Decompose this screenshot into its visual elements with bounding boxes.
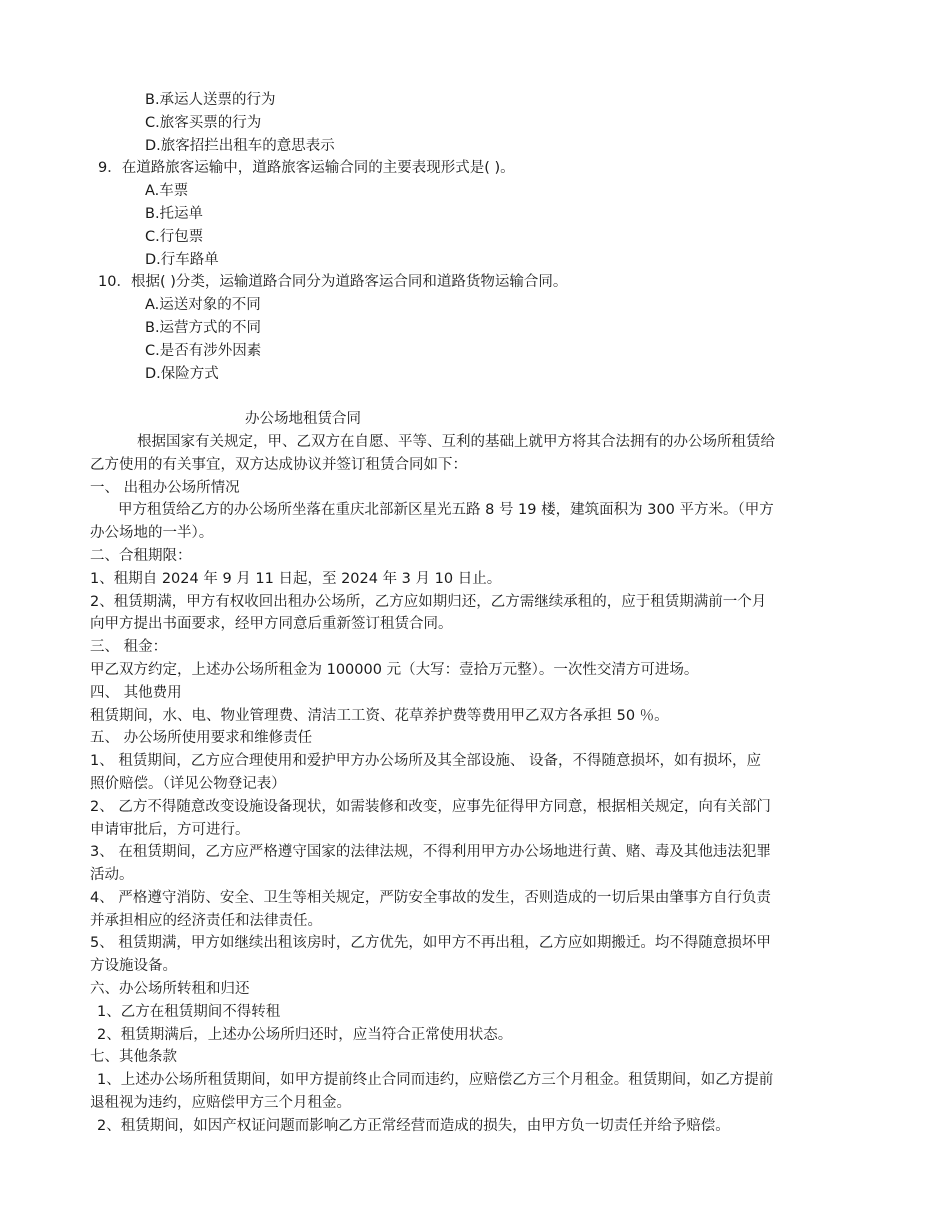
q8-option-b: B.承运人送票的行为	[145, 92, 276, 108]
section-5-item-4-line2: 并承担相应的经济责任和法律责任。	[90, 912, 322, 929]
q9-option-c: C.行包票	[145, 228, 204, 245]
section-5-item-1-line2: 照价赔偿。（详见公物登记表）	[90, 775, 286, 792]
contract-intro-line2: 乙方使用的有关事宜，双方达成协议并签订租赁合同如下：	[90, 456, 467, 473]
q10-option-a: A.运送对象的不同	[145, 297, 261, 314]
q9-option-b: B.托运单	[145, 205, 204, 222]
section-5-item-5-line2: 方设施设备。	[90, 958, 177, 975]
q9-option-d: D.行车路单	[145, 251, 219, 268]
section-5-item-1-line1: 1、 租赁期间，乙方应合理使用和爱护甲方办公场所及其全部设施、 设备，不得随意损坏，如有损坏，应	[90, 753, 761, 770]
section-5-item-2-line2: 申请审批后，方可进行。	[90, 821, 250, 838]
contract-intro-line1: 根据国家有关规定，甲、乙双方在自愿、平等、互利的基础上就甲方将其合法拥有的办公场所租赁给	[137, 433, 775, 450]
section-6-heading: 六、办公场所转租和归还	[90, 981, 250, 998]
section-7-heading: 七、其他条款	[90, 1049, 177, 1066]
q10-option-d: D.保险方式	[145, 365, 219, 382]
section-2-item-2-line1: 2、租赁期满，甲方有权收回出租办公场所，乙方应如期归还，乙方需继续承租的，应于租赁期满前一个月	[90, 593, 767, 610]
section-4-text: 租赁期间，水、电、物业管理费、清洁工工资、花草养护费等费用甲乙双方各承担 50 ％。	[90, 707, 669, 724]
section-5-heading: 五、 办公场所使用要求和维修责任	[90, 730, 313, 747]
section-5-item-5-line1: 5、 租赁期满，甲方如继续出租该房时，乙方优先，如甲方不再出租，乙方应如期搬迁。均不得随意损坏甲	[90, 935, 771, 952]
section-6-item-1: 1、乙方在租赁期间不得转租	[97, 1003, 281, 1020]
section-2-item-1: 1、租期自 2024 年 9 月 11 日起，至 2024 年 3 月 10 日止。	[90, 570, 502, 587]
section-6-item-2: 2、租赁期满后，上述办公场所归还时，应当符合正常使用状态。	[97, 1026, 513, 1043]
section-gap	[0, 385, 950, 408]
q9-option-a: A.车票	[145, 183, 189, 200]
section-1-heading: 一、 出租办公场所情况	[90, 479, 240, 496]
section-5-item-2-line1: 2、 乙方不得随意改变设施设备现状，如需装修和改变，应事先征得甲方同意，根据相关规定，向有关部门	[90, 798, 771, 815]
q8-option-c: C.旅客买票的行为	[145, 114, 262, 131]
section-2-item-2-line2: 向甲方提出书面要求，经甲方同意后重新签订租赁合同。	[90, 616, 453, 633]
q10-option-b: B.运营方式的不同	[145, 319, 262, 336]
q10-stem: 10．根据( )分类，运输道路合同分为道路客运合同和道路货物运输合同。	[98, 274, 568, 291]
section-3-text: 甲乙双方约定，上述办公场所租金为 100000 元（大写：壹拾万元整）。一次性交清方可进场。	[90, 661, 699, 678]
section-5-item-3-line2: 活动。	[90, 867, 134, 884]
section-7-item-1-line2: 退租视为违约，应赔偿甲方三个月租金。	[90, 1095, 351, 1112]
section-2-heading: 二、合租期限：	[90, 547, 192, 564]
q9-stem: 9．在道路旅客运输中，道路旅客运输合同的主要表现形式是( )。	[98, 160, 515, 177]
section-5-item-4-line1: 4、 严格遵守消防、安全、卫生等相关规定，严防安全事故的发生，否则造成的一切后果由肇事方自行负责	[90, 889, 771, 906]
section-5-item-3-line1: 3、 在租赁期间，乙方应严格遵守国家的法律法规，不得利用甲方办公场地进行黄、赌、毒及其他违法犯罪	[90, 844, 771, 861]
contract-title: 办公场地租赁合同	[245, 411, 361, 428]
section-7-item-2: 2、租赁期间，如因产权证问题而影响乙方正常经营而造成的损失，由甲方负一切责任并给予赔偿。	[97, 1117, 730, 1134]
section-7-item-1-line1: 1、上述办公场所租赁期间，如甲方提前终止合同而违约，应赔偿乙方三个月租金。租赁期间，如乙方提前	[97, 1072, 774, 1089]
q8-option-d: D.旅客招拦出租车的意思表示	[145, 137, 335, 154]
section-4-heading: 四、 其他费用	[90, 684, 182, 701]
section-1-text-line2: 办公场地的一半）。	[90, 525, 214, 542]
section-3-heading: 三、 租金：	[90, 639, 168, 656]
section-1-text-line1: 甲方租赁给乙方的办公场所坐落在重庆北部新区星光五路 8 号 19 楼，建筑面积为 300 平方米。（甲方	[118, 502, 774, 519]
q10-option-c: C.是否有涉外因素	[145, 342, 262, 359]
